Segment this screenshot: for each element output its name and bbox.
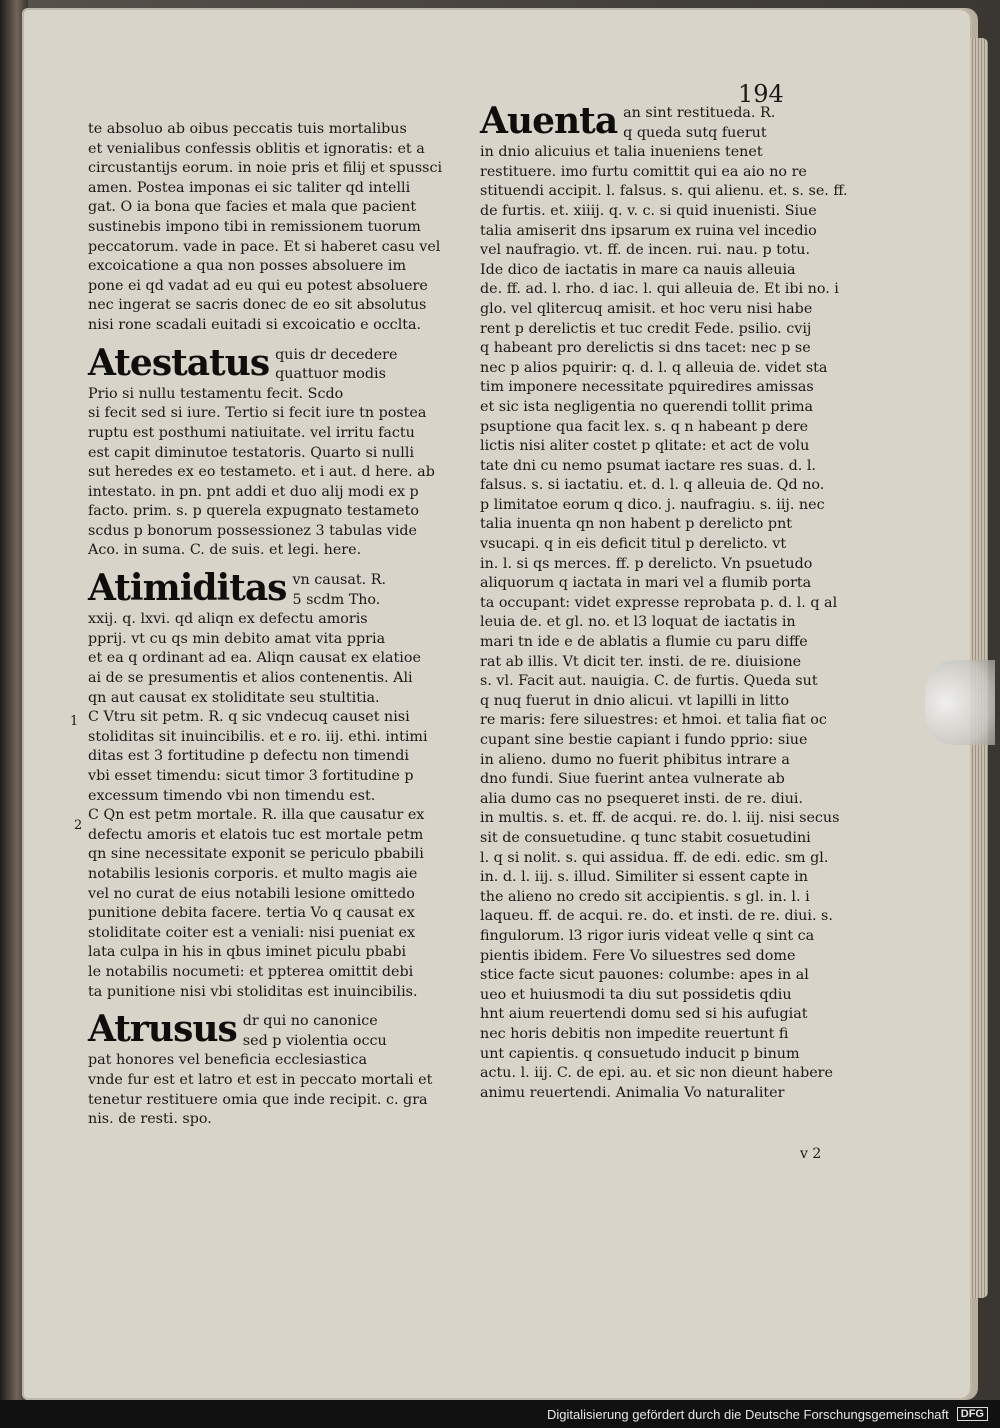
text-line: q nuq fuerut in dnio alicui. vt lapilli in litto xyxy=(480,692,790,709)
auenta-entry-head xyxy=(480,102,852,143)
text-line: sustinebis impono tibi in remissionem tuorum xyxy=(88,218,421,235)
text-line: facto. prim. s. p querela expugnato testameto xyxy=(88,503,419,520)
text-line: tim imponere necessitate pquiredires amissas xyxy=(480,379,814,396)
text-line: vbi esset timendu: sicut timor 3 fortitudine p xyxy=(88,768,414,784)
text-line: stoliditate coiter est a veniali: nisi pueniat ex xyxy=(88,924,416,941)
page-clip xyxy=(925,660,995,745)
text-line: s. vl. Facit aut. nauigia. C. de furtis. Queda sut xyxy=(480,673,818,690)
atimiditas-headword: Atimiditas xyxy=(88,567,287,610)
text-line: restituere. imo furtu comittit qui ea aio no re xyxy=(480,163,807,180)
text-line: ueo et huiusmodi ta diu sut possidetis qdiu xyxy=(480,986,792,1003)
text-line: psuptione qua facit lex. s. q n habeant p dere xyxy=(480,418,809,435)
text-line: vel no curat de eius notabili lesione omittedo xyxy=(88,885,415,902)
text-line: pone ei qd vadat ad eu qui eu potest absoluere xyxy=(88,277,428,294)
text-line: stice facte sicut pauones: columbe: apes in al xyxy=(480,967,809,984)
atimiditas-entry xyxy=(88,569,458,1002)
text-line: talia inuenta qn non habent p derelicto pnt xyxy=(480,516,793,533)
text-line: excessum timendo vbi non timendu est. xyxy=(88,787,376,804)
text-line: falsus. s. si iactatiu. et. d. l. q alleuia de. Qd no. xyxy=(480,477,825,494)
text-line: glo. vel qlitercuq amisit. et hoc veru nisi habe xyxy=(480,300,813,317)
atrusus-head-lines xyxy=(243,1010,387,1051)
auenta-headword: Auenta xyxy=(480,100,618,142)
text-line: an sint restitueda. R. xyxy=(623,105,776,121)
text-line: 5 scdm Tho. xyxy=(292,591,381,608)
text-line: ai de se presumentis et alios contenentis. Ali xyxy=(88,670,413,687)
text-line: gat. O ia bona que facies et mala que pacient xyxy=(88,199,417,216)
text-line: alia dumo cas no psequeret insti. de re. diui. xyxy=(480,790,804,807)
text-line: aliquorum q iactata in mari vel a flumib porta xyxy=(480,575,812,592)
text-line: intestato. in pn. pnt addi et duo alij modi ex p xyxy=(88,483,419,500)
text-line: defectu amoris et elatois tuc est mortale petm xyxy=(88,826,424,843)
atestatus-entry xyxy=(88,341,458,562)
text-line: re maris: fere siluestres: et hmoi. et talia fiat oc xyxy=(480,712,827,729)
text-line: peccatorum. vade in pace. Et si haberet casu vel xyxy=(88,238,441,255)
text-line: lata culpa in his in qbus iminet piculu pbabi xyxy=(88,944,407,961)
text-line: C Vtru sit petm. R. q sic vndecuq causet nisi xyxy=(88,709,410,726)
left-column xyxy=(88,120,458,1130)
text-line: et venialibus confessis oblitis et ignoratis: et a xyxy=(88,140,425,157)
text-line: notabilis lesionis corporis. et multo magis aie xyxy=(88,865,418,882)
text-line: pientis ibidem. Fere Vo siluestres sed dome xyxy=(480,947,796,964)
text-line: in. d. l. iij. s. illud. Similiter si essent capte in xyxy=(480,869,809,886)
atrusus-entry-head xyxy=(88,1010,458,1051)
atestatus-entry-head xyxy=(88,341,458,385)
text-line: pat honores vel beneficia ecclesiastica xyxy=(88,1052,368,1069)
auenta-head-lines xyxy=(623,102,775,143)
text-line: stoliditas sit inuincibilis. et e ro. iij. ethi. intimi xyxy=(88,728,428,745)
text-line: rent p derelictis et tuc credit Fede. psilio. cvij xyxy=(480,320,812,337)
text-line: hnt aium reuertendi domu sed si his aufugiat xyxy=(480,1006,808,1023)
text-line: Aco. in suma. C. de suis. et legi. here. xyxy=(88,542,362,559)
text-line: sut heredes ex eo testameto. et i aut. d here. ab xyxy=(88,464,435,481)
text-line: ta occupant: videt expresse reprobata p. d. l. q al xyxy=(480,594,838,611)
text-line: quis dr decedere xyxy=(275,346,398,363)
text-line: C Qn est petm mortale. R. illa que causatur ex xyxy=(88,807,425,824)
right-column xyxy=(480,102,852,1103)
text-line: cupant sine bestie capiant i fundo pprio: siue xyxy=(480,732,808,748)
text-line: q habeant pro derelictis si dns tacet: nec p se xyxy=(480,340,811,357)
text-line: nis. de resti. spo. xyxy=(88,1111,212,1128)
text-line: unt capientis. q consuetudo inducit p binum xyxy=(480,1045,800,1062)
text-line: l. q si nolit. s. qui assidua. ff. de edi. edic. sm gl. xyxy=(480,849,829,866)
footer-bar xyxy=(0,1400,1000,1428)
text-line: est capit diminutoe testatoris. Quarto si nulli xyxy=(88,444,415,461)
atrusus-headword: Atrusus xyxy=(88,1008,237,1051)
text-line: et ea q ordinant ad ea. Aliqn causat ex elatioe xyxy=(88,650,421,667)
text-line: nisi rone scadali euitadi si excoicatio e occlta. xyxy=(88,316,422,333)
text-line: animu reuertendi. Animalia Vo naturaliter xyxy=(480,1084,785,1101)
text-line: ditas est 3 fortitudine p defectu non timendi xyxy=(88,748,409,765)
text-line: in alieno. dumo no fuerit phibitus intrare a xyxy=(480,751,790,768)
text-line: p limitatoe eorum q dico. j. naufragiu. s. iij. nec xyxy=(480,496,825,513)
text-line: si fecit sed si iure. Tertio si fecit iure tn postea xyxy=(88,405,427,422)
text-line: talia amiserit dns ipsarum ex ruina vel incedio xyxy=(480,222,817,239)
text-line: scdus p bonorum possessionez 3 tabulas vide xyxy=(88,522,418,539)
text-line: ta punitione nisi vbi stoliditas est inuincibilis. xyxy=(88,983,418,1000)
text-line: nec p alios pquirir: q. d. l. q alleuia de. videt sta xyxy=(480,359,828,376)
folio-number: 194 xyxy=(738,80,784,108)
text-line: Prio si nullu testamentu fecit. Scdo xyxy=(88,385,344,402)
text-line: excoicatione a qua non posses absoluere im xyxy=(88,258,407,275)
text-line: nec horis debitis non impedite reuertunt fi xyxy=(480,1025,789,1042)
text-line: vsucapi. q in eis deficit titul p derelicto. vt xyxy=(480,536,787,553)
text-line: in multis. s. et. ff. de acqui. re. do. l. iij. nisi secus xyxy=(480,810,840,827)
text-line: le notabilis nocumeti: et ppterea omittit debi xyxy=(88,963,414,980)
right-entry xyxy=(480,102,852,1103)
atimiditas-entry-head xyxy=(88,569,458,610)
text-line: fingulorum. l3 rigor iuris videat velle q sint ca xyxy=(480,927,815,944)
text-line: stituendi accipit. l. falsus. s. qui alienu. et. s. se. ff. xyxy=(480,183,848,200)
text-line: sed p violentia occu xyxy=(242,1032,387,1049)
text-line: qn aut causat ex stoliditate seu stultitia. xyxy=(88,689,380,706)
dfg-badge: DFG xyxy=(957,1407,988,1421)
text-line: te absoluo ab oibus peccatis tuis mortalibus xyxy=(88,121,407,137)
footer-credit: Digitalisierung gefördert durch die Deutsche Forschungsgemeinschaft xyxy=(546,1406,949,1422)
text-line: Ide dico de iactatis in mare ca nauis alleuia xyxy=(480,261,796,278)
text-line: de. ff. ad. l. rho. d iac. l. qui alleuia de. Et ibi no. i xyxy=(480,281,839,298)
text-line: vn causat. R. xyxy=(292,572,387,589)
text-line: de furtis. et. xiiij. q. v. c. si quid inuenisti. Siue xyxy=(480,202,817,219)
text-line: mari tn ide e de ablatis a flumie cu paru diffe xyxy=(480,634,808,651)
text-line: punitione debita facere. tertia Vo q causat ex xyxy=(88,905,415,922)
text-line: et sic ista negligentia no querendi tollit prima xyxy=(480,398,814,415)
atestatus-head-lines xyxy=(275,344,397,385)
text-line: nec ingerat se sacris donec de eo sit absolutus xyxy=(88,297,427,314)
marginal-mark-1: 1 xyxy=(70,714,79,729)
text-line: rat ab illis. Vt dicit ter. insti. de re. diuisione xyxy=(480,653,802,670)
text-line: dr qui no canonice xyxy=(242,1013,378,1030)
text-line: quattuor modis xyxy=(275,366,386,383)
left-intro-text xyxy=(88,120,458,336)
text-line: vel naufragio. vt. ff. de incen. rui. nau. p totu. xyxy=(480,242,811,259)
text-line: ruptu est posthumi natiuitate. vel irritu factu xyxy=(88,424,415,441)
text-line: lictis nisi aliter costet p qlitate: et act de volu xyxy=(480,438,810,455)
text-line: circustantijs eorum. in noie pris et filij et spussci xyxy=(88,160,443,177)
text-line: xxij. q. lxvi. qd aliqn ex defectu amoris xyxy=(88,611,368,628)
atrusus-entry xyxy=(88,1010,458,1130)
marginal-mark-2: 2 xyxy=(74,818,83,833)
text-line: tate dni cu nemo psumat iactare res suas. d. l. xyxy=(480,457,816,474)
text-line: dno fundi. Siue fuerint antea vulnerate ab xyxy=(480,771,785,788)
text-line: pprij. vt cu qs min debito amat vita ppria xyxy=(88,630,386,647)
text-line: laqueu. ff. de acqui. re. do. et insti. de re. diui. s. xyxy=(480,908,833,925)
atimiditas-head-lines xyxy=(292,569,386,610)
text-line: vnde fur est et latro et est in peccato mortali et xyxy=(88,1071,433,1088)
text-line: sit de consuetudine. q tunc stabit cosuetudini xyxy=(480,829,811,846)
text-line: in. l. si qs merces. ff. p derelicto. Vn psuetudo xyxy=(480,555,813,572)
text-line: in dnio alicuius et talia inueniens tenet xyxy=(480,144,763,161)
text-line: leuia de. et gl. no. et l3 loquat de iactatis in xyxy=(480,614,796,631)
text-line: q queda sutq fuerut xyxy=(623,124,767,141)
signature-mark: v 2 xyxy=(800,1146,822,1162)
auenta-entry xyxy=(480,102,852,1103)
left-entries xyxy=(88,336,458,1130)
text-line: tenetur restituere omia que inde recipit. c. gra xyxy=(88,1091,428,1108)
atestatus-headword: Atestatus xyxy=(88,341,270,384)
text-line: qn sine necessitate exponit se periculo pbabili xyxy=(88,846,424,863)
text-line: actu. l. iij. C. de epi. au. et sic non dieunt habere xyxy=(480,1065,833,1082)
text-line: amen. Postea imponas ei sic taliter qd intelli xyxy=(88,179,411,196)
text-line: the alieno no credo sit accipientis. s gl. in. l. i xyxy=(480,888,810,905)
